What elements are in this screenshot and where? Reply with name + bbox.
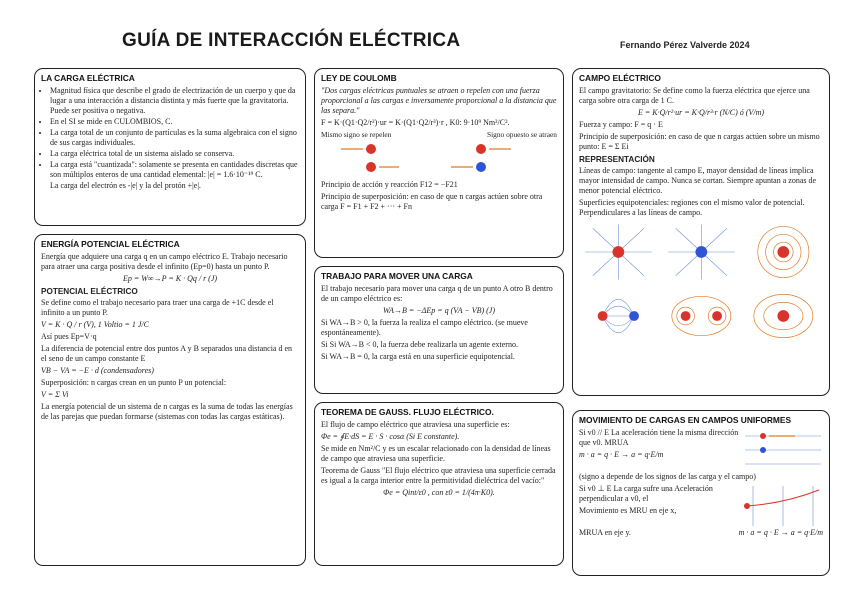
card-title: MOVIMIENTO DE CARGAS EN CAMPOS UNIFORMES [579,415,792,425]
card-coulomb [314,68,564,258]
text: La diferencia de potencial entre dos puntos A y B separados una distancia d en el seno de un campo constante E [41,343,293,363]
equation: F = K·(Q1·Q2/r²)·ur = K·(Q1·Q2/r³)·r , K0: 9·10⁹ Nm²/C². [321,117,510,127]
text: Energía que adquiere una carga q en un campo eléctrico E. Trabajo necesario para atraer una carga positiva desde el infinito (Ep=0) hasta un punto P. [41,251,288,271]
text: Si WA→B > 0, la fuerza la realiza el campo eléctrico. (se mueve espontáneamente). [321,317,528,337]
sign-rules [321,130,557,139]
card-campo [572,68,830,396]
text: Principio de superposición: en caso de que n cargas actúen sobre un mismo punto: E = Σ Ei [579,131,820,151]
text: Teorema de Gauss "El flujo eléctrico que atraviesa una superficie cerrada es igual a la carga interior entre la permitividad dieléctrica del vacío:" [321,465,556,485]
card-gauss [314,402,564,566]
text: Líneas de campo: tangente al campo E, mayor densidad de líneas implica mayor intensidad de campo. Nunca se cortan. Siempre apuntan a zonas de menor potencial eléctrico. [579,165,817,195]
list-item: • La carga está "cuantizada": solamente se presenta en cantidades discretas que son múltiplos enteros de una cantidad elemental: |e| = 1.6·10⁻¹⁹ C. [50,160,299,180]
equation: Φe = ∮E·dS = E · S · cosα (Si E constante). [321,431,460,441]
text: Principio de superposición: en caso de que n cargas actúen sobre otra carga F = F1 + F2 + ··· + Fn [321,191,543,211]
card-title: TRABAJO PARA MOVER UNA CARGA [321,271,473,281]
text: Se define como el trabajo necesario para traer una carga de +1C desde el infinito a un punto P. [41,297,274,317]
text: Si Si WA→B < 0, la fuerza debe realizarla un agente externo. [321,339,518,349]
parallel-field-diagram [743,428,823,472]
equation: VB − VA = −E · d (condensadores) [41,365,154,375]
equipotential-diagram [744,222,823,282]
card-title: LEY DE COULOMB [321,73,397,83]
equation: V = Σ Vi [41,389,69,399]
positive-charge [476,144,486,154]
card-trabajo [314,266,564,394]
list-item: • En el SI se mide en CULOMBIOS, C. [50,117,299,127]
positive-charge [366,162,376,172]
like-charges-diagram [662,286,741,346]
equation: m · a = q · E → a = q·E/m [579,449,664,459]
subtitle: REPRESENTACIÓN [579,154,655,164]
repel-label: Mismo signo se repelen [321,129,392,139]
equation: WA→B = −ΔEp = q (VA − VB) (J) [382,305,496,315]
text: Principio de acción y reacción F12 = −F21 [321,179,458,189]
card-title: ENERGÍA POTENCIAL ELÉCTRICA [41,239,180,249]
equation: Φe = Qint/ε0 , con ε0 = 1/(4π·K0). [383,487,495,497]
card-title: LA CARGA ELÉCTRICA [41,73,135,83]
text: Si v0 // E La aceleración tiene la misma dirección que v0. MRUA [579,427,739,447]
text: El flujo de campo eléctrico que atraviesa una superficie es: [321,419,510,429]
field-lines-diagram [662,222,741,282]
text: Si v0 ⊥ E La carga sufre una Aceleración perpendicular a v0, el [579,483,713,503]
equation: m · a = q · E → a = q·E/m [738,527,823,537]
card-energia [34,234,306,566]
text: Así pues Ep=V·q [41,331,97,341]
text: Si WA→B = 0, la carga está en una superficie equipotencial. [321,351,515,361]
page-title: GUÍA DE INTERACCIÓN ELÉCTRICA [122,30,461,51]
equation: Ep = W∞→P = K · Qq / r (J) [122,273,218,283]
positive-charge [366,144,376,154]
author: Fernando Pérez Valverde 2024 [620,40,750,50]
text: La energía potencial de un sistema de n cargas es la suma de todas las energías de las parejas que puedan formarse (sistemas con todas las cargas estáticas). [41,401,293,421]
text: Superficies equipotenciales: regiones con el mismo valor de potencial. Perpendiculares a las líneas de campo. [579,197,805,217]
text: El trabajo necesario para mover una carga q de un punto A otro B dentro de un campo eléctrico es: [321,283,553,303]
text: La carga del electrón es -|e| y la del protón +|e|. [50,180,201,190]
card-carga [34,68,306,226]
negative-charge [476,162,486,172]
field-diagrams [579,222,823,346]
field-lines-diagram [579,222,658,282]
charges-diagram [321,139,557,177]
list-item: • Magnitud física que describe el grado de electrización de un cuerpo y que da lugar a una interacción a distancia distinta y más fuerte que la gravitatoria. Puede ser positiva o negativa. [50,86,299,116]
card-title: CAMPO ELÉCTRICO [579,73,661,83]
dipole-diagram [579,286,658,346]
text: (signo a depende de los signos de las carga y el campo) [579,471,756,481]
equation: E = K·Q/r²·ur = K·Q/r³·r (N/C) ó (V/m) [637,107,765,117]
list-item: • La carga total de un conjunto de partículas es la suma algebraica con el signo de sus cargas individuales. [50,128,299,148]
text: Superposición: n cargas crean en un punto P un potencial: [41,377,227,387]
attract-label: Signo opuesto se atraen [487,129,557,139]
equation: V = K · Q / r (V), 1 Voltio = 1 J/C [41,319,149,329]
list-item: • La carga eléctrica total de un sistema aislado se conserva. [50,149,299,159]
text: El campo gravitatorio: Se define como la fuerza eléctrica que ejerce una carga sobre otra carga de 1 C. [579,85,810,105]
plates-diagram [744,286,823,346]
text: Movimiento es MRU en eje x, [579,505,677,515]
subtitle: POTENCIAL ELÉCTRICO [41,286,138,296]
text: MRUA en eje y. [579,527,631,537]
quote: "Dos cargas eléctricas puntuales se atraen o repelen con una fuerza proporcional a las cargas e inversamente proporcional a la distancia que las separa." [321,85,557,115]
card-movimiento [572,410,830,576]
text: Fuerza y campo: F = q · E [579,119,663,129]
perpendicular-field-diagram [743,484,823,528]
text: Se mide en Nm²/C y es un escalar relacionado con la densidad de líneas de campo que atraviesa una superficie. [321,443,551,463]
card-title: TEOREMA DE GAUSS. FLUJO ELÉCTRICO. [321,407,494,417]
